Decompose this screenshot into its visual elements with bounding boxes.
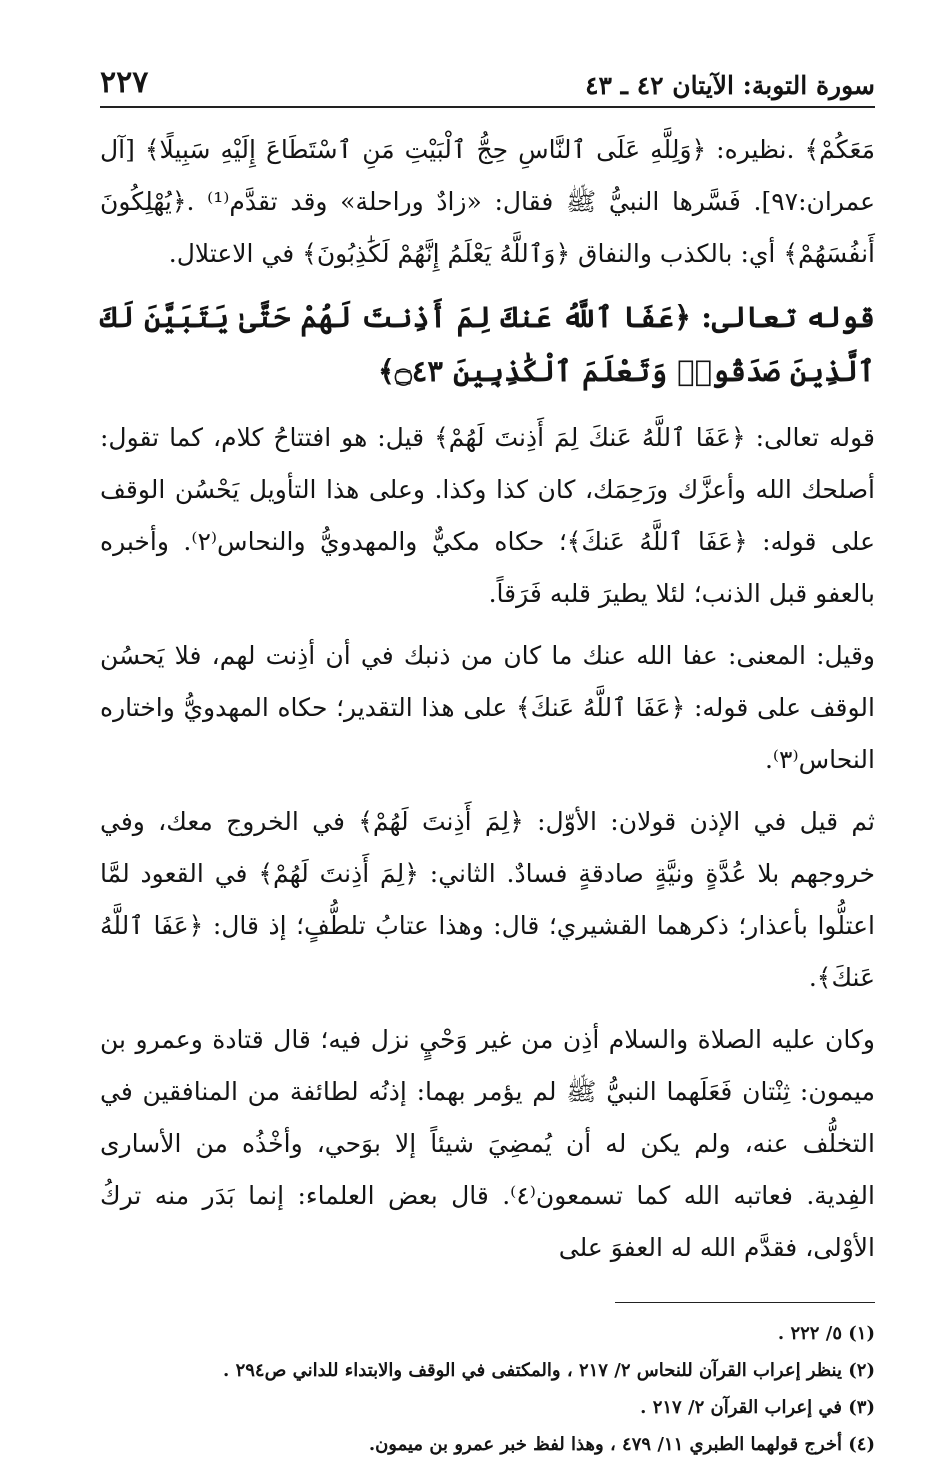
- page-body: [100, 124, 875, 1274]
- footnotes: [100, 1315, 875, 1463]
- verse-block: [100, 290, 875, 398]
- page-header: [100, 62, 875, 108]
- footnote-4: (٤) أخرج قولهما الطبري ١١/ ٤٧٩ ، وهذا لفظ خبر عمرو بن ميمون.: [368, 1434, 875, 1455]
- surah-title: سورة التوبة: الآيتان ٤٢ ـ ٤٣: [585, 71, 875, 100]
- paragraph-3: وقيل: المعنى: عفا الله عنك ما كان من ذنبك في أن أذِنت لهم، فلا يَحسُن الوقف على قوله: ﴿عَفَا ٱللَّهُ عَنكَ﴾ على هذا التقدير؛ حكاه المهدويُّ واختاره النحاس⁽٣⁾.: [100, 641, 875, 774]
- paragraph-1: مَعَكُمْ﴾ .نظيره: ﴿وَلِلَّهِ عَلَى ٱلنَّاسِ حِجُّ ٱلْبَيْتِ مَنِ ٱسْتَطَاعَ إِلَيْهِ سَبِيلًا﴾ [آل عمران:٩٧]. فَسَّرها النبيُّ ﷺ فقال: «زادٌ وراحلة» وقد تقدَّم⁽¹⁾ .﴿يُهْلِكُونَ أَنفُسَهُمْ﴾ أي: بالكذب والنفاق ﴿وَٱللَّهُ يَعْلَمُ إِنَّهُمْ لَكَٰذِبُونَ﴾ في الاعتلال.: [100, 135, 875, 268]
- book-page: [100, 62, 875, 1463]
- paragraph-2: قوله تعالى: ﴿عَفَا ٱللَّهُ عَنكَ لِمَ أَذِنتَ لَهُمْ﴾ قيل: هو افتتاحُ كلام، كما تقول: أصلحك الله وأعزَّك ورَحِمَك، كان كذا وكذا. وعلى هذا التأويل يَحْسُن الوقف على قوله: ﴿عَفَا ٱللَّهُ عَنكَ﴾؛ حكاه مكيٌّ والمهدويُّ والنحاس⁽٢⁾. وأخبره بالعفو قبل الذنب؛ لئلا يطيرَ قلبه فَرَقاً.: [100, 423, 875, 608]
- verse-text: ﴿عَفَا ٱللَّهُ عَنكَ لِمَ أَذِنتَ لَهُمْ حَتَّىٰ يَتَبَيَّنَ لَكَ ٱلَّذِينَ صَدَقُوا۟ وَتَعْلَمَ ٱلْكَٰذِبِينَ ۝٤٣﴾: [100, 300, 875, 388]
- footnote-1: (١) ٥/ ٢٢٢ .: [777, 1323, 875, 1344]
- footnote-2: (٢) ينظر إعراب القرآن للنحاس ٢/ ٢١٧ ، والمكتفى في الوقف والابتداء للداني ص٢٩٤ .: [223, 1360, 875, 1381]
- paragraph-5: وكان عليه الصلاة والسلام أذِن من غير وَحْيٍ نزل فيه؛ قال قتادة وعمرو بن ميمون: ثِنْتان فَعَلَهما النبيُّ ﷺ لم يؤمر بهما: إذنُه لطائفة من المنافقين في التخلُّف عنه، ولم يكن له أن يُمضِيَ شيئاً إلا بوَحي، وأخْذُه من الأسارى الفِدية. فعاتبه الله كما تسمعون⁽٤⁾. قال بعض العلماء: إنما بَدَر منه تركُ الأوْلى، فقدَّم الله له العفوَ على: [100, 1025, 875, 1262]
- paragraph-4: ثم قيل في الإذن قولان: الأوّل: ﴿لِمَ أَذِنتَ لَهُمْ﴾ في الخروج معك، وفي خروجهم بلا عُدَّةٍ ونيَّةٍ صادقةٍ فسادٌ. الثاني: ﴿لِمَ أَذِنتَ لَهُمْ﴾ في القعود لمَّا اعتلُّوا بأعذار؛ ذكرهما القشيري؛ قال: وهذا عتابُ تلطُّفٍ؛ إذ قال: ﴿عَفَا ٱللَّهُ عَنكَ﴾.: [100, 807, 875, 992]
- footnote-3: (٣) في إعراب القرآن ٢/ ٢١٧ .: [640, 1397, 875, 1418]
- footnote-divider: [615, 1302, 875, 1303]
- page-number: ٢٢٧: [100, 65, 149, 100]
- verse-lead: قوله تعالى:: [701, 300, 875, 334]
